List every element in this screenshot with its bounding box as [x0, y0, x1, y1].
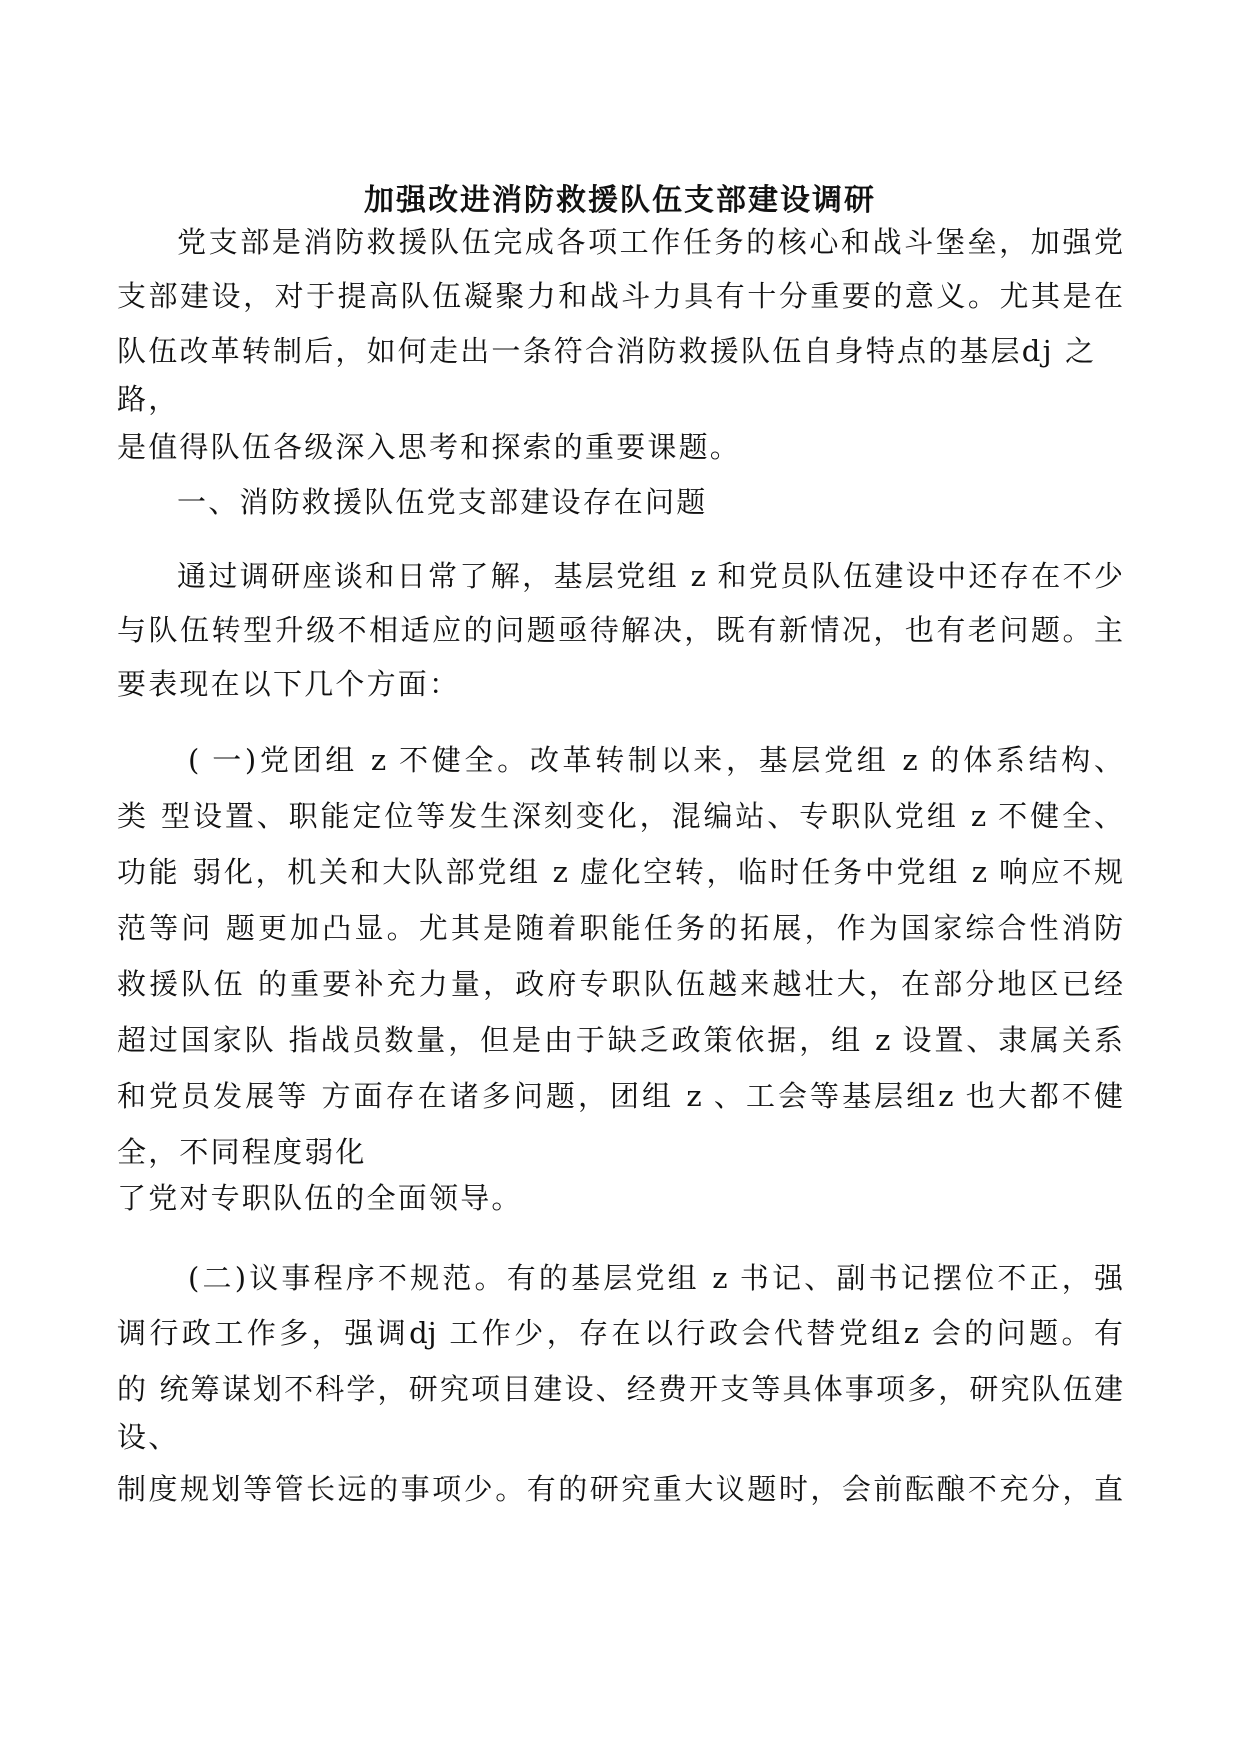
text-line: 全，不同程度弱化 — [117, 1135, 367, 1169]
text-line: 范等问 题更加凸显。尤其是随着职能任务的拓展，作为国家综合性消防 — [117, 911, 1123, 945]
text-line: 设、 — [117, 1420, 180, 1454]
document-title: 加强改进消防救援队伍支部建设调研 — [364, 183, 876, 218]
text-line: 的 统筹谋划不科学，研究项目建设、经费开支等具体事项多，研究队伍建 — [117, 1372, 1123, 1406]
text-line: 队伍改革转制后，如何走出一条符合消防救援队伍自身特点的基层dj 之 — [117, 334, 1097, 368]
text-line: 通过调研座谈和日常了解，基层党组 z 和党员队伍建设中还存在不少 — [177, 559, 1123, 593]
text-line: 类 型设置、职能定位等发生深刻变化，混编站、专职队党组 z 不健全、 — [117, 799, 1123, 833]
text-line: 超过国家队 指战员数量，但是由于缺乏政策依据，组 z 设置、隶属关系 — [117, 1023, 1123, 1057]
text-line: 是值得队伍各级深入思考和探索的重要课题。 — [117, 430, 742, 464]
text-line: 党支部是消防救援队伍完成各项工作任务的核心和战斗堡垒，加强党 — [177, 225, 1123, 259]
text-line: 和党员发展等 方面存在诸多问题，团组 z 、工会等基层组z 也大都不健 — [117, 1079, 1123, 1113]
text-line: 调行政工作多，强调dj 工作少，存在以行政会代替党组z 会的问题。有 — [117, 1316, 1123, 1350]
text-line: 与队伍转型升级不相适应的问题亟待解决，既有新情况，也有老问题。主 — [117, 613, 1123, 647]
text-line: 了党对专职队伍的全面领导。 — [117, 1181, 523, 1215]
text-line: (二)议事程序不规范。有的基层党组 z 书记、副书记摆位不正，强 — [188, 1261, 1123, 1295]
text-line: 路， — [117, 382, 180, 416]
text-line: 要表现在以下几个方面： — [117, 667, 461, 701]
text-line: 支部建设，对于提高队伍凝聚力和战斗力具有十分重要的意义。尤其是在 — [117, 279, 1123, 313]
text-line: 救援队伍 的重要补充力量，政府专职队伍越来越壮大，在部分地区已经 — [117, 967, 1123, 1001]
text-line: 功能 弱化，机关和大队部党组 z 虚化空转，临时任务中党组 z 响应不规 — [117, 855, 1123, 889]
section-heading: 一、消防救援队伍党支部建设存在问题 — [177, 485, 708, 519]
text-line: 制度规划等管长远的事项少。有的研究重大议题时，会前酝酿不充分，直 — [117, 1472, 1123, 1506]
text-line: ( 一)党团组 z 不健全。改革转制以来，基层党组 z 的体系结构、 — [188, 743, 1123, 777]
